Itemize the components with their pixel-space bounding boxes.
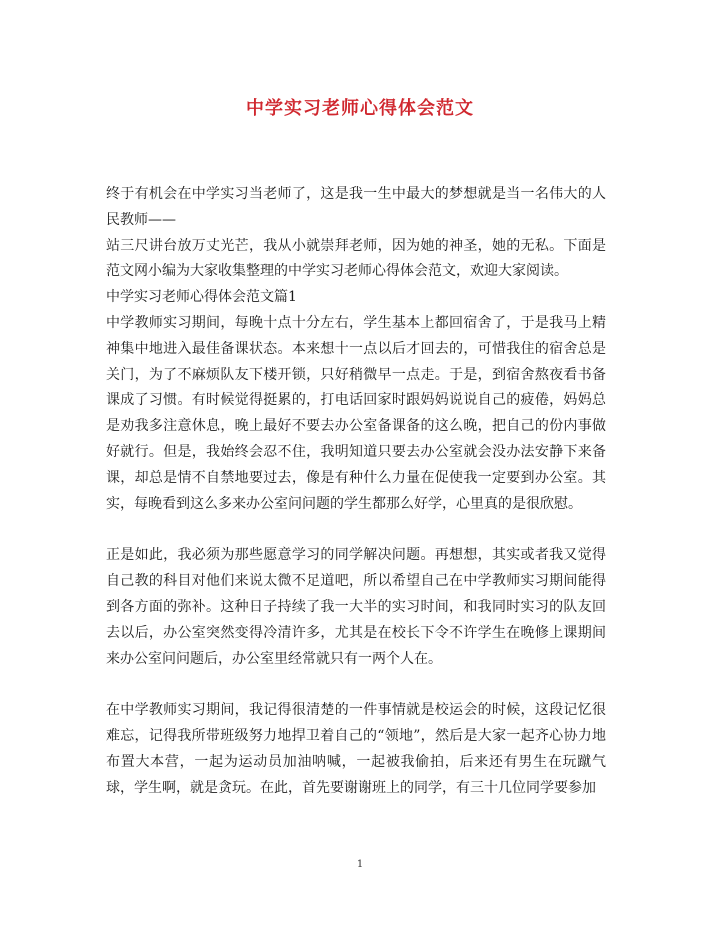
page-number: 1 — [356, 859, 364, 870]
paragraph-spacer — [106, 517, 606, 543]
document-title: 中学实习老师心得体会范文 — [246, 98, 474, 119]
paragraph-body-3: 在中学教师实习期间，我记得很清楚的一件事情就是校运会的时候，这段记忆很难忘，记得我所带班级努力地捍卫着自己的“领地”，然后是大家一起齐心协力地布置大本营，一起为运动员加油呐喊，一起被我偷拍，后来还有男生在玩蹴气球，学生啊，就是贪玩。在此，首先要谢谢班上的同学，有三十几位同学要参加 — [106, 702, 606, 796]
paragraph-body-1: 中学教师实习期间，每晚十点十分左右，学生基本上都回宿舍了，于是我马上精神集中地进入最佳备课状态。本来想十一点以后才回去的，可惜我住的宿舍总是关门，为了不麻烦队友下楼开锁，只好稍微早一点走。于是，到宿舍熬夜看书备课成了习惯。有时候觉得挺累的，打电话回家时跟妈妈说说自己的疲倦，妈妈总是劝我多注意休息，晚上最好不要去办公室备课备的这么晚，把自己的份内事做好就行。但是，我始终会忍不住，我明知道只要去办公室就会没办法安静下来备课，却总是情不自禁地要过去，像是有种什么力量在促使我一定要到办公室。其实，每晚看到这么多来办公室问问题的学生都那么好学，心里真的是很欣慰。 — [106, 314, 606, 512]
paragraph-summary: 站三尺讲台放万丈光芒，我从小就崇拜老师，因为她的神圣，她的无私。下面是范文网小编为大家收集整理的中学实习老师心得体会范文，欢迎大家阅读。 — [106, 237, 606, 280]
paragraph-spacer — [106, 672, 606, 698]
paragraph-body-2: 正是如此，我必须为那些愿意学习的同学解决问题。再想想，其实或者我又觉得自己教的科目对他们来说太微不足道吧，所以希望自己在中学教师实习期间能得到各方面的弥补。这种日子持续了我一大半的实习时间，和我同时实习的队友回去以后，办公室突然变得冷清许多，尤其是在校长下令不许学生在晚修上课期间来办公室问问题后，办公室里经常就只有一两个人在。 — [106, 547, 606, 667]
paragraph-intro: 终于有机会在中学实习当老师了，这是我一生中最大的梦想就是当一名伟大的人民教师—— — [106, 186, 606, 228]
section-heading: 中学实习老师心得体会范文篇1 — [106, 289, 297, 306]
document-body — [106, 182, 606, 802]
